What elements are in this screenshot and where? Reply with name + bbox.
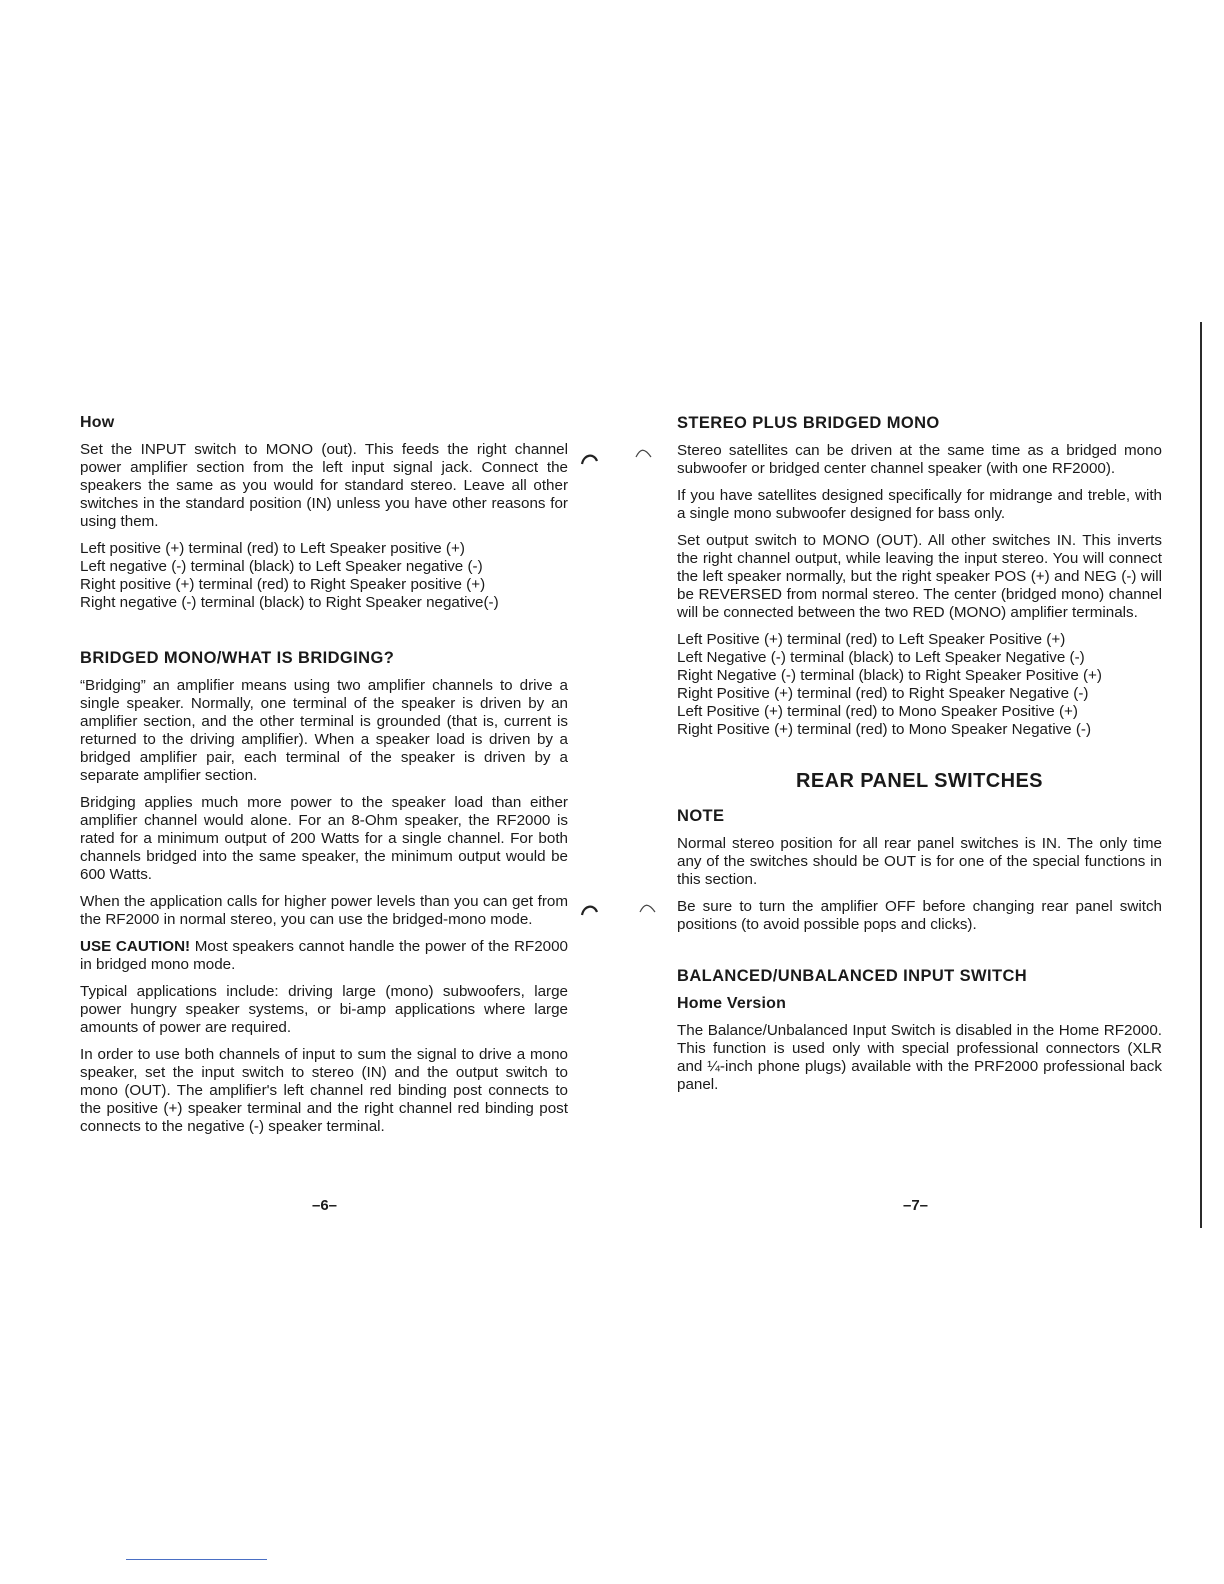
caution-text: Most speakers cannot handle the power of the RF2000 in bridged mono mode. [80,938,568,973]
how-wiring-list [80,540,568,612]
bridged-paragraph-2: Bridging applies much more power to the speaker load than either amplifier channel would alone. For an 8-Ohm speaker, the RF2000 is rated for a minimum output of 200 Watts for a single channel. For both channels bridged into the same speaker, the minimum output would be 600 Watts. [80,794,568,883]
scan-underline [126,1559,267,1560]
balanced-heading: BALANCED/UNBALANCED INPUT SWITCH [677,967,1028,985]
note-paragraph-1: Normal stereo position for all rear panel switches is IN. The only time any of the switches should be OUT is for one of the special functions in this section. [677,835,1162,888]
stereo-wiring-list [677,631,1162,739]
caution-label: USE CAUTION! [80,938,191,955]
left-page [80,414,568,1145]
stereo-wiring-line: Right Positive (+) terminal (red) to Mono Speaker Negative (-) [677,721,1092,738]
how-wiring-line: Right negative (-) terminal (black) to Right Speaker negative(-) [80,594,499,611]
home-version-heading: Home Version [677,995,787,1012]
stereo-paragraph-2: If you have satellites designed specifically for midrange and treble, with a single mono subwoofer designed for bass only. [677,487,1162,522]
scan-mark-icon [580,902,600,918]
stereo-wiring-line: Left Positive (+) terminal (red) to Mono Speaker Positive (+) [677,703,1078,720]
stereo-wiring-line: Left Positive (+) terminal (red) to Left Speaker Positive (+) [677,631,1066,648]
bridged-paragraph-3: When the application calls for higher power levels than you can get from the RF2000 in normal stereo, you can use the bridged-mono mode. [80,893,568,928]
stereo-paragraph-3: Set output switch to MONO (OUT). All other switches IN. This inverts the right channel output, while leaving the input stereo. You will connect the left speaker normally, but the right speaker POS (+) and NEG (-) will be REVERSED from normal stereo. The center (bridged mono) channel will be connected between the two RED (MONO) amplifier terminals. [677,532,1162,621]
bridged-paragraph-5: Typical applications include: driving large (mono) subwoofers, large power hungry speaker systems, or bi-amp applications where large amounts of power are required. [80,983,568,1036]
how-wiring-line: Left negative (-) terminal (black) to Left Speaker negative (-) [80,558,483,575]
how-wiring-line: Left positive (+) terminal (red) to Left Speaker positive (+) [80,540,465,557]
bridged-heading: BRIDGED MONO/WHAT IS BRIDGING? [80,649,395,667]
page-number-left: –6– [312,1197,338,1214]
stereo-wiring-line: Left Negative (-) terminal (black) to Left Speaker Negative (-) [677,649,1085,666]
page-number-right: –7– [903,1197,929,1214]
caution-paragraph [80,938,568,974]
stereo-heading: STEREO PLUS BRIDGED MONO [677,414,940,432]
scan-mark-icon [634,445,654,461]
how-paragraph: Set the INPUT switch to MONO (out). This feeds the right channel power amplifier section from the left input signal jack. Connect the speakers the same as you would for standard stereo. Leave all other switches in the standard position (IN) unless you have other reasons for using them. [80,441,568,530]
right-page [677,414,1162,1103]
rear-panel-heading: REAR PANEL SWITCHES [796,770,1043,792]
stereo-paragraph-1: Stereo satellites can be driven at the same time as a bridged mono subwoofer or bridged center channel speaker (with one RF2000). [677,442,1162,477]
scan-mark-icon [580,451,600,467]
scan-mark-icon [638,900,658,916]
stereo-wiring-line: Right Negative (-) terminal (black) to Right Speaker Positive (+) [677,667,1102,684]
bridged-paragraph-6: In order to use both channels of input to sum the signal to drive a mono speaker, set the input switch to stereo (IN) and the output switch to mono (OUT). The amplifier's left channel red binding post connects to the positive (+) speaker terminal and the right channel red binding post connects to the negative (-) speaker terminal. [80,1046,568,1135]
note-heading: NOTE [677,807,725,825]
note-paragraph-2: Be sure to turn the amplifier OFF before changing rear panel switch positions (to avoid possible pops and clicks). [677,898,1162,933]
home-version-paragraph: The Balance/Unbalanced Input Switch is disabled in the Home RF2000. This function is used only with special professional connectors (XLR and ¼-inch phone plugs) available with the PRF2000 professional back panel. [677,1022,1162,1093]
how-heading: How [80,414,115,431]
stereo-wiring-line: Right Positive (+) terminal (red) to Right Speaker Negative (-) [677,685,1089,702]
page-edge-line [1200,322,1202,1228]
how-wiring-line: Right positive (+) terminal (red) to Right Speaker positive (+) [80,576,486,593]
bridged-paragraph-1: “Bridging” an amplifier means using two amplifier channels to drive a single speaker. Normally, one terminal of the speaker is driven by an amplifier section, and the other terminal is grounded (that is, current is returned to the driving amplifier). When a speaker load is driven by a bridged amplifier pair, each terminal of the speaker is driven by a separate amplifier section. [80,677,568,784]
